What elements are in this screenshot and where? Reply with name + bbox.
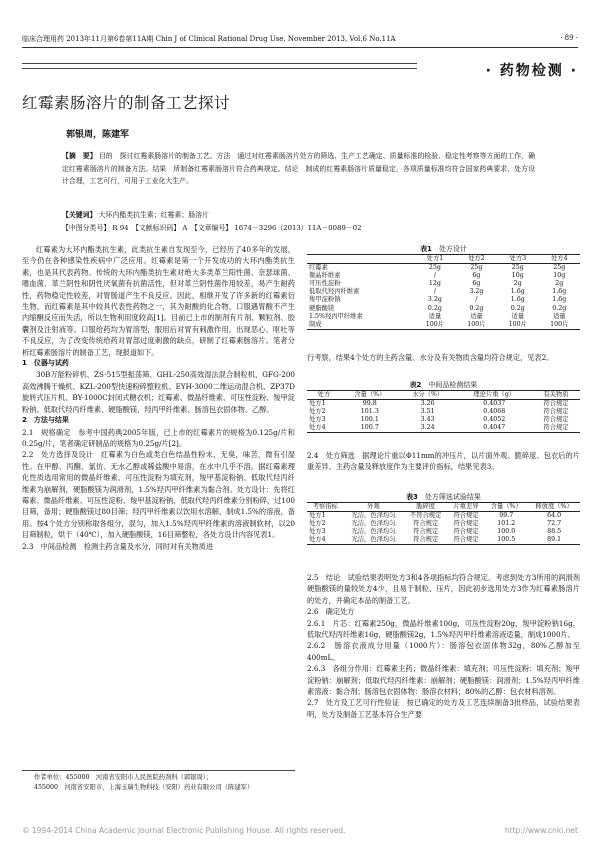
table-cell: 101.2 bbox=[497, 520, 516, 528]
intro-paragraph: 红霉素为大环内酯类抗生素，此类抗生素自发现至今，已经历了40多年的发展，至今仍在各种感染性疾病中广泛应用。红霉素是第一个开发成功的大环内酯类抗生素，也是其代表药物。传统的大环内酯类抗生素对绝大多类革兰阳性菌、奈瑟球菌、嗜血菌、革兰阴性和阴性厌氧菌有抗菌活性，但对革兰阴性菌作用较差，易产生耐药性，药物稳定性较差，对胃肠道产生不良反应。因此，相继开发了许多新的红霉素衍生物，而红霉素是其中较具代表性药物之一，其为耐酸的化合物，口服遇胃酸不产生内缩酮反应而失活，所以生物利用度较高[1]。目前已上市的制剂有片剂、颗粒剂、胶囊剂及注射液等。口服给药均为胃溶型，服用后对胃有刺激作用，出现恶心、呕吐等不良反应，为了改变传统给药对胃部过度刺激的缺点，研制了红霉素肠溶片。笔者分析红霉素肠溶片的制备工艺，现报道如下。 bbox=[22, 245, 295, 357]
heading-methods: 2 方法与结果 bbox=[22, 416, 69, 425]
table-cell: 2g bbox=[513, 280, 522, 288]
table-row bbox=[307, 313, 580, 321]
author-footnote bbox=[22, 770, 295, 793]
table-row bbox=[307, 321, 580, 330]
table-cell: 处方1 bbox=[309, 400, 326, 408]
after-table-1 bbox=[307, 352, 580, 363]
table-2-block bbox=[307, 380, 580, 433]
table-cell: 符合规定 bbox=[453, 520, 479, 528]
table-cell: 处方3 bbox=[309, 416, 326, 424]
keywords bbox=[62, 209, 535, 222]
table-cell: 100片 bbox=[467, 320, 486, 328]
table-cell: 适量 bbox=[470, 312, 483, 320]
section-2-4: 2.4 处方筛选 据理论片重以Φ11mm的冲压片，以片面外观、脆碎度、包衣后的片重差异、主药含量及释放度作为主要评价指标，结果见表3。 bbox=[307, 451, 580, 472]
keywords-label: 【关键词】 bbox=[62, 211, 97, 219]
table-3-caption bbox=[307, 492, 580, 502]
column-header: 处方1 bbox=[414, 255, 455, 264]
table-header-row bbox=[307, 503, 580, 512]
table-row bbox=[307, 536, 580, 545]
column-header: 有关物质 bbox=[532, 391, 580, 400]
table-cell: / bbox=[433, 272, 437, 280]
table-cell: 0.2g bbox=[510, 304, 525, 312]
table-cell: 红霉素 bbox=[309, 264, 328, 272]
table-cell: 符合规定 bbox=[453, 512, 479, 520]
table-cell: 1.6g bbox=[510, 296, 525, 304]
table-cell: 25g bbox=[553, 264, 566, 272]
table-cell: 符合规定 bbox=[413, 528, 439, 536]
table-1-caption bbox=[307, 244, 580, 254]
copyright-watermark bbox=[22, 826, 578, 835]
table-cell: 3.2g bbox=[427, 296, 442, 304]
table-cell: 符合规定 bbox=[543, 424, 569, 432]
table-cell: 适量 bbox=[552, 312, 566, 320]
abstract-text: 目的 探讨红霉素肠溶片的制备工艺。方法 通过对红霉素肠溶片处方的筛选、生产工艺确定、质量标准的检验、稳定性考察等方面的工作，确定红霉素肠溶片的制备方法。结果 所制备红霉素肠溶片符合药典规定。结论 制成的红霉素肠溶片质量稳定，各项质量标准均符合国家药典要求，处方设计合理，工艺可行，可用于工业化大生产。 bbox=[62, 152, 536, 185]
table-header-row bbox=[307, 255, 580, 264]
table-cell: 符合规定 bbox=[413, 520, 439, 528]
table-cell: 光洁，色泽均匀 bbox=[351, 528, 396, 536]
table-cell: 3.26 bbox=[420, 400, 435, 408]
table-row bbox=[307, 416, 580, 424]
section-2-1: 2.1 规格确定 参考中国药典2005年版，已上市的红霉素片的规格为0.125g/片和0.25g/片，笔者确定研制品的规格为0.25g/片[2]。 bbox=[22, 427, 295, 448]
table-1-number: 表1 bbox=[420, 245, 432, 253]
table-3 bbox=[307, 502, 580, 545]
table-cell: 3.51 bbox=[420, 408, 435, 416]
table-cell: 处方3 bbox=[309, 528, 326, 536]
table-cell: 光洁，色泽均匀 bbox=[351, 520, 396, 528]
table-cell: 1.5%羟丙甲纤维素 bbox=[309, 312, 363, 320]
table-row bbox=[307, 408, 580, 416]
after-table-1-text: 行考察，结果4个处方的主药含量、水分及有关物质含量均符合规定，见表2。 bbox=[307, 353, 554, 362]
table-cell: 0.4068 bbox=[483, 408, 506, 416]
table-cell: 100.5 bbox=[497, 536, 516, 544]
table-cell: 6g bbox=[472, 272, 481, 280]
table-1-title: 处方设计 bbox=[438, 245, 467, 253]
section-2-6-3: 2.6.3 各组分作用：红霉素主药；微晶纤维素：填充剂；可压性淀粉：填充剂；羧甲淀粉钠：崩解剂；低取代羟丙纤维素：崩解剂；硬脂酸镁：润滑剂；1.5%羟丙甲纤维素溶液：黏合剂；肠溶包衣固体物：肠溶衣材料；80%的乙醇：包衣材料溶剂。 bbox=[307, 664, 580, 697]
table-row bbox=[307, 520, 580, 528]
section-2-7: 2.7 处方及工艺可行性验证 按已确定的处方及工艺连续制备3批样品，试验结果表明，处方及制备工艺基本符合生产要 bbox=[307, 698, 580, 719]
table-row bbox=[307, 296, 580, 304]
table-cell: 0.2g bbox=[469, 304, 484, 312]
keywords-text: 大环内酯类抗生素；红霉素；肠溶片 bbox=[98, 211, 209, 219]
table-3-title: 处方筛选试验结果 bbox=[424, 493, 481, 501]
section-2-6-2: 2.6.2 肠溶衣液成分用量（1000片）：肠溶包衣固体物32g，80%乙醇加至400mL。 bbox=[307, 641, 580, 662]
table-cell: / bbox=[433, 288, 437, 296]
column-header: 含量（%） bbox=[341, 391, 399, 400]
table-3-block bbox=[307, 492, 580, 545]
table-cell: / bbox=[475, 296, 478, 304]
table-cell: 0.4037 bbox=[483, 400, 506, 408]
journal-citation: 临床合理用药 2013年11月第6卷第11A期 Chin J of Clinical Rational Drug Use, November 2013, Vol.6 No.11A bbox=[22, 35, 396, 43]
table-cell: 99.8 bbox=[362, 400, 377, 408]
table-row bbox=[307, 528, 580, 536]
column-header: 水分（%） bbox=[399, 391, 457, 400]
authors: 郭银周，陈建军 bbox=[66, 130, 130, 140]
column-header: 片重差异 bbox=[448, 503, 484, 512]
table-cell: 12g bbox=[428, 280, 441, 288]
classification-line: 【中图分类号】 R 94 【文献标识码】 A 【文章编号】 1674－3296（2013）11A－0089－02 bbox=[62, 224, 362, 232]
table-cell: 100.7 bbox=[360, 424, 379, 432]
column-header: 处方 bbox=[307, 391, 341, 400]
table-cell: 光洁，色泽均匀 bbox=[351, 536, 396, 544]
table-cell: 微晶纤维素 bbox=[309, 272, 341, 280]
abstract-label: 【摘 要】 bbox=[62, 152, 97, 160]
section-2-6: 2.6 确定处方 bbox=[307, 607, 355, 617]
table-cell: 硬脂酸镁 bbox=[309, 304, 335, 312]
table-cell: 100片 bbox=[425, 320, 445, 328]
table-cell: 1.6g bbox=[552, 288, 567, 296]
table-cell: 101.3 bbox=[360, 408, 379, 416]
section-label: · 药物检测 · bbox=[485, 63, 578, 79]
table-cell: 处方4 bbox=[309, 424, 326, 432]
header-rule bbox=[22, 47, 578, 48]
section-2-5: 2.5 结论 试验结果表明处方3和4各项指标均符合规定。考虑到处方3所用的润滑剂硬脂酸镁的量较处方4少，且易于制粒、压片，因此初步选用处方3作为红霉素肠溶片的处方，并确定本品的制备工艺。 bbox=[307, 573, 580, 605]
table-cell: 3.24 bbox=[420, 424, 435, 432]
table-cell: 0.2g bbox=[552, 304, 567, 312]
table-cell: 64.0 bbox=[547, 512, 562, 520]
table-row bbox=[307, 305, 580, 313]
table-cell: 100片 bbox=[508, 320, 527, 328]
table-cell: 89.1 bbox=[547, 536, 562, 544]
table-cell: 100片 bbox=[550, 320, 569, 328]
table-cell: 可压性淀粉 bbox=[309, 280, 341, 288]
article-title: 红霉素肠溶片的制备工艺探讨 bbox=[22, 94, 231, 112]
table-cell: 符合规定 bbox=[543, 408, 569, 416]
table-cell: 低取代羟丙纤维素 bbox=[309, 288, 360, 296]
table-cell: 0.2g bbox=[427, 304, 442, 312]
table-cell: 72.7 bbox=[547, 520, 562, 528]
table-cell: 100.0 bbox=[497, 528, 516, 536]
table-header-row bbox=[307, 391, 580, 400]
table-3-number: 表3 bbox=[406, 493, 418, 501]
column-header: 处方3 bbox=[497, 255, 538, 264]
table-cell: 0.4052 bbox=[483, 416, 506, 424]
table-cell: 2g bbox=[555, 280, 564, 288]
column-header: 外观 bbox=[343, 503, 403, 512]
table-row bbox=[307, 512, 580, 521]
column-header: 处方4 bbox=[539, 255, 580, 264]
table-cell: 处方1 bbox=[309, 512, 326, 520]
table-row bbox=[307, 288, 580, 296]
table-cell: 100.1 bbox=[360, 416, 379, 424]
table-2-title: 中间品检测结果 bbox=[428, 381, 478, 389]
section-2-4-block bbox=[307, 450, 580, 473]
table-row bbox=[307, 272, 580, 280]
table-cell: 88.5 bbox=[547, 528, 562, 536]
section-2-3: 2.3 中间品检测 检测主药含量及水分，同时对有关物质进 bbox=[22, 541, 214, 551]
table-cell: 25g bbox=[428, 264, 441, 272]
table-1-block bbox=[307, 244, 580, 330]
table-row bbox=[307, 264, 580, 273]
table-cell: 羧甲淀粉钠 bbox=[309, 296, 341, 304]
table-cell: 符合规定 bbox=[453, 536, 479, 544]
table-cell: 适量 bbox=[428, 312, 442, 320]
copyright-text: © 1994-2014 China Academic Journal Electronic Publishing House. All rights reserved. bbox=[22, 826, 346, 835]
table-cell: 3.2g bbox=[469, 288, 484, 296]
table-2 bbox=[307, 390, 580, 433]
table-row bbox=[307, 400, 580, 409]
table-cell: 25g bbox=[470, 264, 483, 272]
running-header bbox=[22, 34, 578, 44]
column-header: 理论片重（g） bbox=[457, 391, 532, 400]
footnote-line-2: 455000 河南省安阳市，上海玉瑞生物科技（安阳）药业有限公司（陈建军） bbox=[34, 784, 254, 791]
table-cell: 符合规定 bbox=[413, 536, 439, 544]
table-cell: 不符合规定 bbox=[409, 512, 442, 520]
column-header: 考察指标 bbox=[307, 503, 343, 512]
table-cell: 10g bbox=[553, 272, 566, 280]
abstract bbox=[62, 150, 535, 188]
table-cell: 6g bbox=[472, 280, 481, 288]
table-cell: 处方2 bbox=[309, 408, 326, 416]
heading-instruments: 1 仪器与试药 bbox=[22, 359, 69, 368]
table-cell: 处方4 bbox=[309, 536, 326, 544]
table-cell: 10g bbox=[511, 272, 524, 280]
cnki-url: http://www.cnki.net bbox=[504, 826, 578, 835]
table-row bbox=[307, 424, 580, 433]
section-rule bbox=[22, 63, 417, 69]
page-number: · 89 · bbox=[560, 34, 578, 42]
instruments-paragraph: 30B万能粉碎机、ZS-515型振荡筛、GHL-250高效湿法混合制粒机、GFG-200高效沸腾干燥机、KZL-200型快速粉碎整粒机、EYH-3000二维运动混合机、ZP37D旋转式压片机、BY-1000C封闭式糖衣机；红霉素、微晶纤维素、可压性淀粉、羧甲淀粉钠、低取代羟丙纤维素、硬脂酸镁、羟丙甲纤维素、肠溶包衣固体物、乙醇。 bbox=[22, 370, 295, 414]
column-header: 处方2 bbox=[456, 255, 497, 264]
footnote-line-1: 作者单位：455000 河南省安阳市人民医院药剂科（郭银周）； bbox=[34, 774, 213, 781]
table-cell: 25g bbox=[511, 264, 524, 272]
table-1 bbox=[307, 254, 580, 330]
table-cell: 符合规定 bbox=[543, 400, 569, 408]
table-cell: 处方2 bbox=[309, 520, 326, 528]
left-column bbox=[22, 244, 295, 552]
column-header: 脆碎度 bbox=[404, 503, 448, 512]
section-2-6-1: 2.6.1 片芯：红霉素250g，微晶纤维素100g，可压性淀粉20g，羧甲淀粉钠16g，低取代羟丙纤维素16g，硬脂酸镁2g，1.5%羟丙甲纤维素溶液适量，制成1000片。 bbox=[307, 618, 580, 640]
column-header bbox=[307, 255, 414, 264]
table-cell: 3.43 bbox=[420, 416, 435, 424]
table-cell: 符合规定 bbox=[543, 416, 569, 424]
table-cell: 1.6g bbox=[510, 288, 525, 296]
table-cell: 光洁，色泽均匀 bbox=[351, 512, 396, 520]
column-header: 含量（%） bbox=[484, 503, 528, 512]
table-cell: 适量 bbox=[511, 312, 525, 320]
table-cell: 99.7 bbox=[499, 512, 514, 520]
table-cell: 1.6g bbox=[552, 296, 567, 304]
table-2-number: 表2 bbox=[409, 381, 422, 389]
section-2-2: 2.2 处方选择及设计 红霉素为白色或类白色结晶性粉末，无臭，味苦，微有引湿性。在甲醇、丙酮、氯仿、无水乙醇或稀盐酸中易溶，在水中几乎不溶。据红霉素理化性质选用常用的微晶纤维素、可压性淀粉为填充剂，羧甲基淀粉钠、低取代羟丙纤维素为崩解剂，硬脂酸镁为润滑剂，1.5%羟丙甲纤维素为黏合剂。处方设计：先将红霉素、微晶纤维素、可压性淀粉、羧甲基淀粉钠、低取代羟丙纤维素分别粉碎，过100目筛，备用；硬脂酸镁过80目筛；羟丙甲纤维素以饮用水溶解，制成1.5%的溶液，备用。按4个处方分别称取各组分，混匀，加入1.5%羟丙甲纤维素的溶液制软材，以20目筛制粒，烘干（40℃），加入硬脂酸镁，16目筛整粒，各处方设计内容见表1。 bbox=[22, 450, 295, 540]
table-cell: 0.4047 bbox=[483, 424, 506, 432]
table-cell: 制成 bbox=[309, 320, 322, 328]
right-column-text bbox=[307, 572, 580, 720]
table-2-caption bbox=[307, 380, 580, 390]
column-header: 释放度（%） bbox=[528, 503, 580, 512]
table-cell: 符合规定 bbox=[453, 528, 479, 536]
